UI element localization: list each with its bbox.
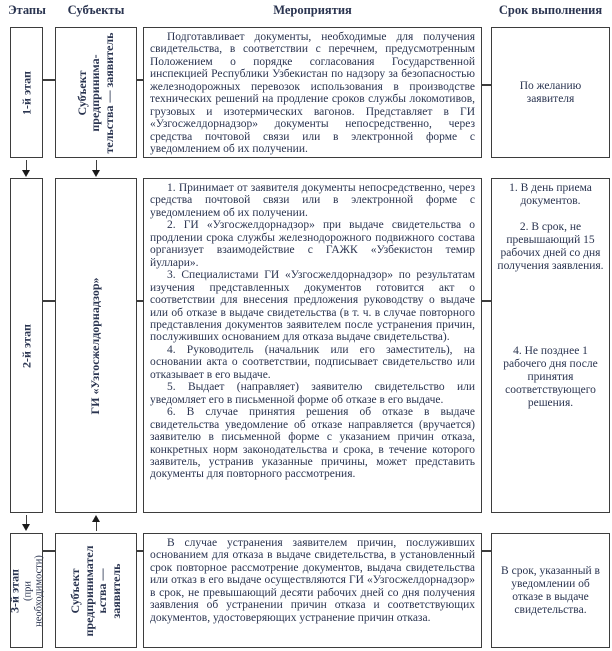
- stage3-deadline-box: [491, 533, 610, 648]
- column-header-subjects: Субъекты: [67, 3, 125, 17]
- stage1-subject-box: [55, 27, 137, 158]
- stage3-subject-box: [55, 533, 137, 648]
- connector-line: [43, 300, 55, 302]
- stage2-activities-item: 3. Специалистами ГИ «Узгосжелдорнадзор» по результатам изучения представленных документов готовится акт о соответствии для внесения предложения руководству о выдаче или об отказе в выдаче свидетельства (в т. ч. в случае повторного представления документов заявителем после устранения причин, послуживших основанием для отказа выдаче свидетельства).: [150, 269, 475, 344]
- stage1-subject-line: тельства — заявитель: [101, 32, 116, 154]
- arrow-down-icon: [92, 160, 101, 177]
- stage1-activities-text: Подготавливает документы, необходимые для получения свидетельства, в соответствии с перечнем, предусмотренным Положением о порядке согласования Государственной инспекцией Республики Узбекистан по надзору за безопасностью железнодорожных перевозок использования в производстве технических решений на продление сроков службы локомотивов, грузовых и изотермических вагонов. Представляет в ГИ «Узгосжелдорнадзор» документы непосредственно, через средства почтовой связи или в электронной форме с уведомлением об их получении.: [150, 31, 475, 156]
- stage3-subject-line: ьства —: [95, 567, 109, 614]
- arrow-down-icon: [22, 160, 31, 177]
- connector-line: [137, 79, 143, 81]
- connector-line: [482, 300, 491, 302]
- column-header-deadline: Срок выполнения: [498, 3, 603, 17]
- stage2-activities-item: 4. Руководитель (начальник или его заместитель), на основании акта о соответствии, подписывает свидетельство или отказывает в его выдаче.: [150, 343, 475, 381]
- connector-line: [137, 550, 143, 552]
- stage2-activities-item: 2. ГИ «Узгосжелдорнадзор» при выдаче свидетельства о продлении срока службы железнодорожного подвижного состава организует взаимодействие с ГАЖК «Узбекистон темир йуллари».: [150, 219, 475, 269]
- stage2-stage-box: [10, 178, 43, 513]
- arrow-up-icon: [92, 515, 101, 531]
- stage1-deadline-box: [491, 27, 610, 158]
- column-header-stages: Этапы: [8, 3, 46, 17]
- stage3-label: 3-й этап: [7, 568, 22, 613]
- stage3-subject-line: Субъект: [68, 567, 82, 614]
- stage3-subject-line: заявитель: [108, 563, 123, 619]
- stage2-activities-item: 5. Выдает (направляет) заявителю свидетельство или уведомляет его в письменной форме об отказе в его выдаче.: [150, 381, 475, 406]
- stage1-subject-line: предпринима-: [88, 53, 103, 132]
- stage2-activities-box: [143, 178, 482, 513]
- stage3-deadline-text: В срок, указанный в уведомлении об отказе в выдаче свидетельства.: [501, 564, 600, 616]
- connector-line: [482, 84, 491, 86]
- stage2-deadline-box: [491, 178, 610, 513]
- stage1-deadline-text: По желанию заявителя: [519, 79, 582, 105]
- arrow-down-icon: [22, 515, 31, 531]
- stage2-deadline-item: 4. Не позднее 1 рабочего дня после принятия соответствующего решения.: [503, 345, 598, 409]
- stage2-subject-line: ГИ «Узгосжелдорнадзор»: [88, 277, 103, 414]
- connector-line: [482, 550, 491, 552]
- stage1-stage-box: [10, 27, 43, 158]
- connector-line: [43, 550, 55, 552]
- stage2-deadline-item: 2. В срок, не превышающий 15 рабочих дней со дня получения заявления.: [497, 221, 604, 272]
- stage2-subject-box: [55, 178, 137, 513]
- stage3-subject-line: предпринимател: [81, 545, 96, 636]
- stage3-sublabel-line: необходимости): [33, 554, 45, 627]
- stage1-activities-box: [143, 27, 482, 158]
- stage2-label: 2-й этап: [18, 323, 33, 368]
- stage1-label: 1-й этап: [18, 70, 33, 115]
- connector-line: [43, 79, 55, 81]
- stage2-deadline-item: 1. В день приема документов.: [509, 182, 592, 207]
- stage3-activities-box: [143, 533, 482, 648]
- stage1-subject-line: Субъект: [74, 69, 89, 116]
- stage2-activities-item: 6. В случае принятия решения об отказе в выдаче свидетельства уведомление об отказе направляется (вручается) заявителю в письменной форме с указанием причин отказа, конкретных норм законодательства и срока, в течение которого заявитель, устранив указанные причины, может представить документы для повторного рассмотрения.: [150, 406, 475, 481]
- stage3-stage-box: [7, 533, 45, 648]
- column-header-activities: Мероприятия: [273, 3, 352, 17]
- connector-line: [137, 300, 143, 302]
- stage2-activities-item: 1. Принимает от заявителя документы непосредственно, через средства почтовой связи или в электронной форме с уведомлением об их получении.: [150, 182, 475, 219]
- stage3-sublabel-line: (при: [21, 580, 33, 601]
- stage3-activities-text: В случае устранения заявителем причин, послуживших основанием для отказа в выдаче свидетельства, в установленный срок повторное рассмотрение документов, выдача свидетельства или отказ в его выдаче осуществляются ГИ «Узгосжелдорнадзор» в срок, не превышающий десяти рабочих дней со дня получения заявления об устранении причин отказа и соответствующих документов, удостоверяющих устранение причин отказа.: [150, 537, 475, 624]
